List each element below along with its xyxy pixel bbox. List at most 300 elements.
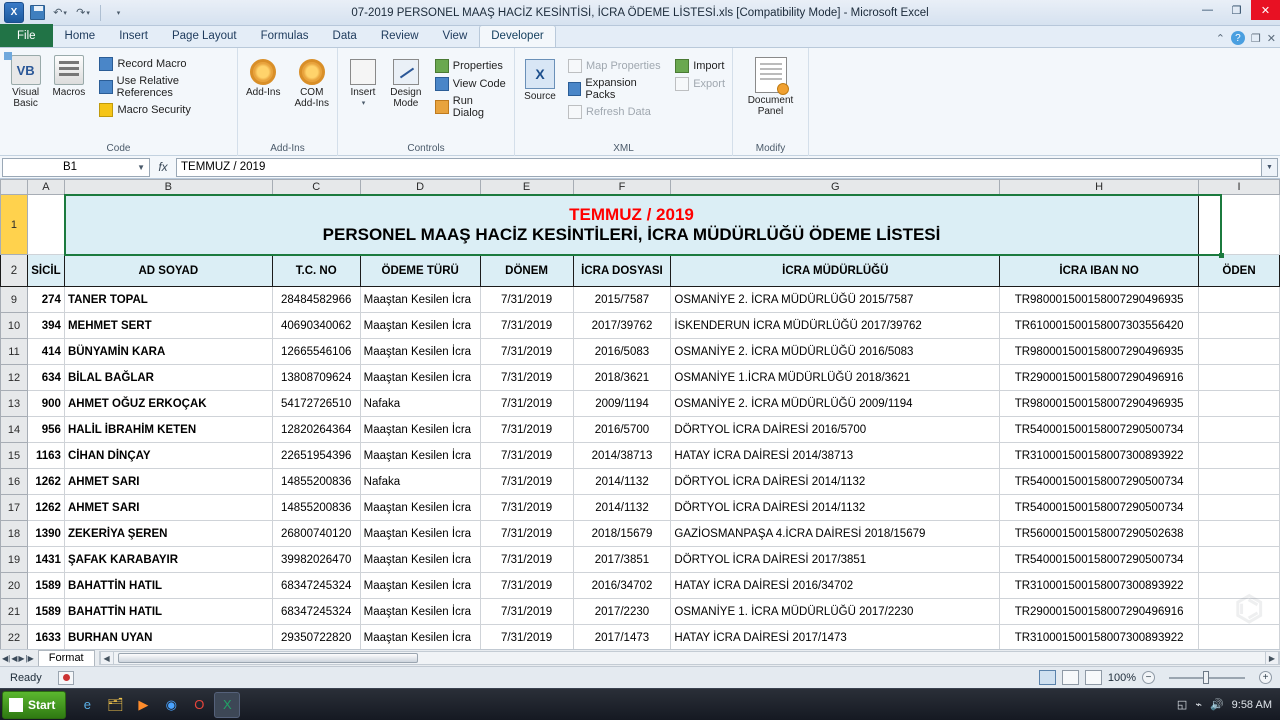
cell-iban[interactable]: TR310001500158007300893922 <box>1000 573 1199 599</box>
cell-odeme-turu[interactable]: Maaştan Kesilen İcra <box>360 287 480 313</box>
cell-tc-no[interactable]: 14855200836 <box>272 495 360 521</box>
save-button[interactable] <box>27 3 47 23</box>
chevron-down-icon: ▾ <box>116 9 121 17</box>
tab-review[interactable]: Review <box>380 30 419 42</box>
table-row[interactable] <box>1 599 1280 625</box>
window-title: 07-2019 PERSONEL MAAŞ HACİZ KESİNTİSİ, İCRA ÖDEME LİSTESİ.xls [Compatibility Mode] - Microsoft Excel <box>351 6 929 19</box>
cell-iban[interactable]: TR980001500158007290496935 <box>1000 339 1199 365</box>
cell-sicil[interactable]: 1262 <box>27 495 64 521</box>
system-tray <box>1177 698 1280 711</box>
cell-icra-dosyasi[interactable]: 2015/7587 <box>573 287 671 313</box>
table-row[interactable] <box>1 443 1280 469</box>
map-properties-button[interactable] <box>565 57 668 75</box>
xml-source-icon: X <box>525 59 555 89</box>
column-header-F[interactable]: F <box>573 180 671 195</box>
page-break-preview-icon[interactable] <box>1085 670 1102 685</box>
cell-odeme-turu[interactable]: Nafaka <box>360 391 480 417</box>
record-macro-label: Record Macro <box>117 58 187 70</box>
customize-qat-button[interactable] <box>108 3 128 23</box>
maximize-button[interactable]: ❐ <box>1231 4 1242 17</box>
cell-odenen[interactable] <box>1199 573 1280 599</box>
row-header[interactable]: 15 <box>1 443 28 469</box>
column-header-row <box>1 180 1280 195</box>
run-dialog-button[interactable] <box>432 93 510 121</box>
spreadsheet-grid[interactable] <box>0 179 1280 649</box>
cell-iban[interactable]: TR290001500158007290496916 <box>1000 365 1199 391</box>
sheet-nav-buttons <box>0 654 36 663</box>
expansion-packs-button[interactable] <box>565 75 668 103</box>
cell-ad-soyad[interactable]: AHMET SARI <box>64 469 272 495</box>
table-row[interactable] <box>1 521 1280 547</box>
add-ins-button[interactable] <box>242 57 285 100</box>
row-header[interactable]: 20 <box>1 573 28 599</box>
name-box-value: B1 <box>63 161 78 173</box>
name-box-dropdown-icon[interactable]: ▼ <box>137 162 145 172</box>
redo-dropdown-icon[interactable]: ▾ <box>86 9 90 17</box>
start-button[interactable] <box>2 691 66 719</box>
table-row[interactable] <box>1 339 1280 365</box>
expand-formula-bar-button[interactable]: ▼ <box>1262 158 1278 177</box>
close-window-icon[interactable]: ✕ <box>1266 32 1276 45</box>
ribbon <box>0 48 1280 156</box>
export-button[interactable] <box>672 75 728 93</box>
cell-odenen[interactable] <box>1199 521 1280 547</box>
table-row[interactable] <box>1 547 1280 573</box>
select-all-button[interactable] <box>1 180 28 195</box>
com-add-ins-icon <box>299 59 325 85</box>
cell-odeme-turu[interactable]: Maaştan Kesilen İcra <box>360 547 480 573</box>
cell-donem[interactable]: 7/31/2019 <box>480 469 573 495</box>
cell-ad-soyad[interactable]: BURHAN UYAN <box>64 625 272 650</box>
internet-explorer-icon[interactable]: e <box>83 697 91 712</box>
cell-icra-dosyasi[interactable]: 2016/5083 <box>573 339 671 365</box>
zoom-in-button[interactable]: + <box>1259 671 1272 684</box>
row-header[interactable]: 21 <box>1 599 28 625</box>
undo-button[interactable] <box>50 3 70 23</box>
cell-odeme-turu[interactable]: Maaştan Kesilen İcra <box>360 521 480 547</box>
table-row[interactable] <box>1 573 1280 599</box>
cell-donem[interactable]: 7/31/2019 <box>480 365 573 391</box>
cell-tc-no[interactable]: 12820264364 <box>272 417 360 443</box>
zoom-thumb[interactable] <box>1203 671 1209 684</box>
cell-ad-soyad[interactable]: AHMET OĞUZ ERKOÇAK <box>64 391 272 417</box>
tab-file[interactable]: File <box>0 24 53 47</box>
cell-icra-dosyasi[interactable]: 2017/39762 <box>573 313 671 339</box>
cell-icra-mudurlugu[interactable]: DÖRTYOL İCRA DAİRESİ 2016/5700 <box>671 417 1000 443</box>
cell-tc-no[interactable]: 40690340062 <box>272 313 360 339</box>
cell-odeme-turu[interactable]: Nafaka <box>360 469 480 495</box>
zoom-level-label[interactable]: 100% <box>1107 671 1136 684</box>
cell-donem[interactable]: 7/31/2019 <box>480 339 573 365</box>
row-header-1[interactable]: 1 <box>1 195 28 255</box>
com-add-ins-label: COM Add-Ins <box>294 87 329 109</box>
cell-A1[interactable] <box>27 195 64 255</box>
cell-odenen[interactable] <box>1199 469 1280 495</box>
cell-ad-soyad[interactable]: ŞAFAK KARABAYIR <box>64 547 272 573</box>
row-header-2[interactable]: 2 <box>1 255 28 287</box>
cell-donem[interactable]: 7/31/2019 <box>480 625 573 650</box>
cell-sicil[interactable]: 1163 <box>27 443 64 469</box>
cell-iban[interactable]: TR540001500158007290500734 <box>1000 417 1199 443</box>
refresh-data-button[interactable] <box>565 103 668 121</box>
properties-button[interactable] <box>432 57 510 75</box>
cell-sicil[interactable]: 1589 <box>27 599 64 625</box>
cell-odeme-turu[interactable]: Maaştan Kesilen İcra <box>360 339 480 365</box>
cell-odeme-turu[interactable]: Maaştan Kesilen İcra <box>360 495 480 521</box>
cell-odeme-turu[interactable]: Maaştan Kesilen İcra <box>360 573 480 599</box>
header-icra-iban-no[interactable]: İCRA IBAN NO <box>1000 255 1199 287</box>
column-header-E[interactable]: E <box>480 180 573 195</box>
cell-icra-mudurlugu[interactable]: OSMANİYE 2. İCRA MÜDÜRLÜĞÜ 2015/7587 <box>671 287 1000 313</box>
column-header-H[interactable]: H <box>1000 180 1199 195</box>
cell-icra-mudurlugu[interactable]: DÖRTYOL İCRA DAİRESİ 2017/3851 <box>671 547 1000 573</box>
cell-iban[interactable]: TR980001500158007290496935 <box>1000 391 1199 417</box>
cell-ad-soyad[interactable]: MEHMET SERT <box>64 313 272 339</box>
com-add-ins-button[interactable] <box>291 57 334 111</box>
use-relative-references-label: Use Relative References <box>116 75 179 99</box>
expansion-packs-icon <box>568 82 581 96</box>
table-row[interactable] <box>1 625 1280 650</box>
excel-logo-icon: X <box>4 2 24 23</box>
zoom-out-button[interactable]: − <box>1142 671 1155 684</box>
cell-sicil[interactable]: 1589 <box>27 573 64 599</box>
cell-ad-soyad[interactable]: CİHAN DİNÇAY <box>64 443 272 469</box>
cell-donem[interactable]: 7/31/2019 <box>480 547 573 573</box>
cell-sicil[interactable]: 1262 <box>27 469 64 495</box>
cell-icra-dosyasi[interactable]: 2009/1194 <box>573 391 671 417</box>
insert-control-button[interactable] <box>342 57 384 111</box>
row-header[interactable]: 19 <box>1 547 28 573</box>
visual-basic-label: Visual Basic <box>12 87 40 109</box>
cell-odeme-turu[interactable]: Maaştan Kesilen İcra <box>360 365 480 391</box>
properties-label: Properties <box>452 60 503 72</box>
undo-dropdown-icon[interactable]: ▾ <box>63 9 67 17</box>
cell-iban[interactable]: TR540001500158007290500734 <box>1000 495 1199 521</box>
view-code-label: View Code <box>452 78 506 90</box>
office-orb-button[interactable] <box>4 3 24 23</box>
cell-sicil[interactable]: 634 <box>27 365 64 391</box>
cell-odenen[interactable] <box>1199 287 1280 313</box>
status-text: Ready <box>10 671 42 684</box>
macros-label: Macros <box>52 87 86 98</box>
cell-icra-mudurlugu[interactable]: OSMANİYE 2. İCRA MÜDÜRLÜĞÜ 2016/5083 <box>671 339 1000 365</box>
table-row[interactable] <box>1 469 1280 495</box>
window-controls <box>1193 0 1280 20</box>
tab-page-layout[interactable]: Page Layout <box>171 30 237 42</box>
macro-security-button[interactable] <box>96 101 233 119</box>
restore-window-icon[interactable]: ❐ <box>1250 32 1261 45</box>
tab-insert[interactable]: Insert <box>119 30 148 42</box>
cell-icra-mudurlugu[interactable]: İSKENDERUN İCRA MÜDÜRLÜĞÜ 2017/39762 <box>671 313 1000 339</box>
cell-odeme-turu[interactable]: Maaştan Kesilen İcra <box>360 313 480 339</box>
last-sheet-icon[interactable]: |▶ <box>25 653 34 663</box>
cell-iban[interactable]: TR290001500158007290496916 <box>1000 599 1199 625</box>
column-header-G[interactable]: G <box>671 180 1000 195</box>
document-panel-icon <box>755 57 787 93</box>
visual-basic-button[interactable] <box>4 53 47 111</box>
cell-ad-soyad[interactable]: BAHATTİN HATIL <box>64 599 272 625</box>
row-header[interactable]: 22 <box>1 625 28 650</box>
cell-odenen[interactable] <box>1199 599 1280 625</box>
export-label: Export <box>693 78 725 90</box>
ribbon-group-xml <box>515 48 733 156</box>
cell-sicil[interactable]: 1633 <box>27 625 64 650</box>
cell-icra-mudurlugu[interactable]: DÖRTYOL İCRA DAİRESİ 2014/1132 <box>671 469 1000 495</box>
cell-donem[interactable]: 7/31/2019 <box>480 521 573 547</box>
cell-iban[interactable]: TR980001500158007290496935 <box>1000 287 1199 313</box>
network-icon[interactable]: ⌁ <box>1195 699 1202 711</box>
opera-icon[interactable]: O <box>194 697 205 712</box>
cell-icra-mudurlugu[interactable]: DÖRTYOL İCRA DAİRESİ 2014/1132 <box>671 495 1000 521</box>
cell-odenen[interactable] <box>1199 443 1280 469</box>
cell-icra-dosyasi[interactable]: 2016/34702 <box>573 573 671 599</box>
table-row[interactable] <box>1 391 1280 417</box>
watermark: ⌬ <box>1234 590 1266 628</box>
cell-icra-mudurlugu[interactable]: GAZİOSMANPAŞA 4.İCRA DAİRESİ 2018/15679 <box>671 521 1000 547</box>
title-bar <box>0 0 1280 26</box>
title-line-1: TEMMUZ / 2019 <box>569 204 694 224</box>
cell-iban[interactable]: TR540001500158007290500734 <box>1000 547 1199 573</box>
cell-odenen[interactable] <box>1199 547 1280 573</box>
cell-icra-dosyasi[interactable]: 2014/38713 <box>573 443 671 469</box>
tab-developer[interactable]: Developer <box>479 25 555 47</box>
cell-sicil[interactable]: 956 <box>27 417 64 443</box>
excel-icon[interactable]: X <box>214 692 240 718</box>
normal-view-icon[interactable] <box>1039 670 1056 685</box>
close-button[interactable]: ✕ <box>1251 0 1280 20</box>
page-layout-view-icon[interactable] <box>1062 670 1079 685</box>
cell-tc-no[interactable]: 54172726510 <box>272 391 360 417</box>
cell-ad-soyad[interactable]: BİLAL BAĞLAR <box>64 365 272 391</box>
quick-access-toolbar <box>0 3 128 23</box>
cell-icra-mudurlugu[interactable]: OSMANİYE 1. İCRA MÜDÜRLÜĞÜ 2017/2230 <box>671 599 1000 625</box>
cell-tc-no[interactable]: 13808709624 <box>272 365 360 391</box>
cell-odeme-turu[interactable]: Maaştan Kesilen İcra <box>360 417 480 443</box>
view-code-button[interactable] <box>432 75 510 93</box>
cell-iban[interactable]: TR310001500158007300893922 <box>1000 443 1199 469</box>
header-icra-mudurlugu[interactable]: İCRA MÜDÜRLÜĞÜ <box>671 255 1000 287</box>
formula-input[interactable]: TEMMUZ / 2019 <box>176 158 1262 177</box>
sheet-tab-format[interactable]: Format <box>38 650 95 666</box>
row-header[interactable]: 13 <box>1 391 28 417</box>
row-header[interactable]: 14 <box>1 417 28 443</box>
header-icra-dosyasi[interactable]: İCRA DOSYASI <box>573 255 671 287</box>
cell-tc-no[interactable]: 14855200836 <box>272 469 360 495</box>
cell-tc-no[interactable]: 12665546106 <box>272 339 360 365</box>
import-button[interactable] <box>672 57 728 75</box>
minimize-button[interactable]: — <box>1202 4 1213 16</box>
cell-icra-dosyasi[interactable]: 2017/3851 <box>573 547 671 573</box>
ribbon-group-controls <box>338 48 515 156</box>
header-odenen[interactable]: ÖDEN <box>1199 255 1280 287</box>
row-header[interactable]: 16 <box>1 469 28 495</box>
tab-formulas[interactable]: Formulas <box>260 30 309 42</box>
cell-odenen[interactable] <box>1199 339 1280 365</box>
table-row[interactable] <box>1 417 1280 443</box>
cell-sicil[interactable]: 1390 <box>27 521 64 547</box>
header-tc-no[interactable]: T.C. NO <box>272 255 360 287</box>
row-header[interactable]: 18 <box>1 521 28 547</box>
header-sicil[interactable]: SİCİL <box>27 255 64 287</box>
group-label-modify: Modify <box>755 143 786 154</box>
record-macro-button[interactable] <box>96 55 233 73</box>
cell-icra-dosyasi[interactable]: 2016/5700 <box>573 417 671 443</box>
cell-icra-mudurlugu[interactable]: OSMANİYE 2. İCRA MÜDÜRLÜĞÜ 2009/1194 <box>671 391 1000 417</box>
horizontal-scroll-thumb[interactable] <box>118 653 418 663</box>
cell-icra-mudurlugu[interactable]: OSMANİYE 1.İCRA MÜDÜRLÜĞÜ 2018/3621 <box>671 365 1000 391</box>
cell-donem[interactable]: 7/31/2019 <box>480 495 573 521</box>
cell-odenen[interactable] <box>1199 365 1280 391</box>
redo-icon: ↷ <box>76 7 86 19</box>
cell-icra-mudurlugu[interactable]: HATAY İCRA DAİRESİ 2017/1473 <box>671 625 1000 650</box>
cell-donem[interactable]: 7/31/2019 <box>480 599 573 625</box>
cell-odeme-turu[interactable]: Maaştan Kesilen İcra <box>360 625 480 650</box>
cell-sicil[interactable]: 1431 <box>27 547 64 573</box>
sheet-title-cell[interactable] <box>64 195 1198 255</box>
table-row[interactable] <box>1 495 1280 521</box>
cell-icra-dosyasi[interactable]: 2014/1132 <box>573 495 671 521</box>
cell-donem[interactable]: 7/31/2019 <box>480 287 573 313</box>
horizontal-scrollbar[interactable] <box>99 651 1280 665</box>
next-sheet-icon[interactable]: ▶ <box>18 653 25 663</box>
cell-iban[interactable]: TR610001500158007303556420 <box>1000 313 1199 339</box>
undo-icon: ↶ <box>53 7 63 19</box>
cell-ad-soyad[interactable]: AHMET SARI <box>64 495 272 521</box>
scroll-right-icon[interactable]: ▶ <box>1265 651 1279 665</box>
properties-icon <box>435 59 449 73</box>
cell-odenen[interactable] <box>1199 625 1280 650</box>
column-header-D[interactable]: D <box>360 180 480 195</box>
record-macro-icon <box>99 57 113 71</box>
ribbon-group-code <box>0 48 238 156</box>
macros-icon <box>54 55 84 85</box>
column-header-B[interactable]: B <box>64 180 272 195</box>
record-macro-status-icon[interactable] <box>58 671 74 685</box>
column-header-A[interactable]: A <box>27 180 64 195</box>
first-sheet-icon[interactable]: ◀| <box>2 653 11 663</box>
volume-icon[interactable]: 🔊 <box>1209 699 1224 711</box>
chrome-icon[interactable]: ◉ <box>165 696 178 712</box>
xml-source-button[interactable] <box>519 57 561 104</box>
cell-sicil[interactable]: 414 <box>27 339 64 365</box>
row-header[interactable]: 10 <box>1 313 28 339</box>
taskbar <box>0 688 1280 720</box>
media-player-icon[interactable]: ▶ <box>138 696 149 712</box>
cell-tc-no[interactable]: 26800740120 <box>272 521 360 547</box>
cell-donem[interactable]: 7/31/2019 <box>480 573 573 599</box>
design-mode-button[interactable] <box>384 57 428 111</box>
row-header[interactable]: 9 <box>1 287 28 313</box>
cell-ad-soyad[interactable]: BAHATTİN HATIL <box>64 573 272 599</box>
use-relative-references-button[interactable] <box>96 73 233 101</box>
zoom-slider[interactable] <box>1161 671 1253 685</box>
cell-ad-soyad[interactable]: HALİL İBRAHİM KETEN <box>64 417 272 443</box>
minimize-ribbon-icon[interactable]: ⌃ <box>1215 32 1225 45</box>
cell-icra-dosyasi[interactable]: 2017/1473 <box>573 625 671 650</box>
header-ad-soyad[interactable]: AD SOYAD <box>64 255 272 287</box>
tab-data[interactable]: Data <box>332 30 357 42</box>
cell-ad-soyad[interactable]: TANER TOPAL <box>64 287 272 313</box>
cell-donem[interactable]: 7/31/2019 <box>480 313 573 339</box>
cell-donem[interactable]: 7/31/2019 <box>480 391 573 417</box>
cell-odenen[interactable] <box>1199 495 1280 521</box>
cell-icra-dosyasi[interactable]: 2018/15679 <box>573 521 671 547</box>
cell-iban[interactable]: TR560001500158007290502638 <box>1000 521 1199 547</box>
row-header[interactable]: 17 <box>1 495 28 521</box>
document-panel-button[interactable] <box>737 55 804 119</box>
cell-tc-no[interactable]: 28484582966 <box>272 287 360 313</box>
cell-tc-no[interactable]: 22651954396 <box>272 443 360 469</box>
macro-security-label: Macro Security <box>117 104 191 116</box>
cell-odenen[interactable] <box>1199 417 1280 443</box>
map-properties-icon <box>568 59 582 73</box>
cell-ad-soyad[interactable]: BÜNYAMİN KARA <box>64 339 272 365</box>
ribbon-group-modify <box>733 48 809 156</box>
show-desktop-icon[interactable]: ◱ <box>1176 699 1188 711</box>
status-bar <box>0 666 1280 688</box>
cell-tc-no[interactable]: 68347245324 <box>272 599 360 625</box>
cell-iban[interactable]: TR310001500158007300893922 <box>1000 625 1199 650</box>
cell-icra-dosyasi[interactable]: 2018/3621 <box>573 365 671 391</box>
insert-control-dropdown-icon[interactable]: ▾ <box>361 100 366 107</box>
cell-iban[interactable]: TR540001500158007290500734 <box>1000 469 1199 495</box>
file-explorer-icon[interactable]: 🗂 <box>107 696 124 712</box>
column-header-C[interactable]: C <box>272 180 360 195</box>
cell-icra-dosyasi[interactable]: 2014/1132 <box>573 469 671 495</box>
cell-I1[interactable] <box>1199 195 1280 255</box>
cell-icra-dosyasi[interactable]: 2017/2230 <box>573 599 671 625</box>
add-ins-icon <box>250 59 276 85</box>
group-label-controls: Controls <box>407 143 445 154</box>
header-odeme-turu[interactable]: ÖDEME TÜRÜ <box>360 255 480 287</box>
cell-odenen[interactable] <box>1199 313 1280 339</box>
row-header[interactable]: 11 <box>1 339 28 365</box>
cell-donem[interactable]: 7/31/2019 <box>480 417 573 443</box>
tab-home[interactable]: Home <box>64 30 96 42</box>
group-label-add-ins: Add-Ins <box>270 143 305 154</box>
cell-odeme-turu[interactable]: Maaştan Kesilen İcra <box>360 599 480 625</box>
table-row[interactable] <box>1 365 1280 391</box>
clock-time[interactable]: 9:58 AM <box>1231 698 1272 711</box>
cell-tc-no[interactable]: 68347245324 <box>272 573 360 599</box>
tab-view[interactable]: View <box>442 30 468 42</box>
name-box[interactable] <box>2 158 150 177</box>
cell-icra-mudurlugu[interactable]: HATAY İCRA DAİRESİ 2016/34702 <box>671 573 1000 599</box>
cell-sicil[interactable]: 394 <box>27 313 64 339</box>
cell-donem[interactable]: 7/31/2019 <box>480 443 573 469</box>
macros-button[interactable] <box>47 53 90 100</box>
cell-icra-mudurlugu[interactable]: HATAY İCRA DAİRESİ 2014/38713 <box>671 443 1000 469</box>
redo-button[interactable] <box>73 3 93 23</box>
document-panel-label: Document Panel <box>747 95 794 117</box>
help-icon[interactable]: ? <box>1231 31 1245 45</box>
cell-sicil[interactable]: 900 <box>27 391 64 417</box>
insert-function-button[interactable]: fx <box>158 160 168 174</box>
column-header-I[interactable]: I <box>1199 180 1280 195</box>
cell-odenen[interactable] <box>1199 391 1280 417</box>
row-header[interactable]: 12 <box>1 365 28 391</box>
cell-sicil[interactable]: 274 <box>27 287 64 313</box>
prev-sheet-icon[interactable]: ◀ <box>11 653 18 663</box>
cell-odeme-turu[interactable]: Maaştan Kesilen İcra <box>360 443 480 469</box>
scroll-left-icon[interactable]: ◀ <box>100 651 114 665</box>
cell-tc-no[interactable]: 39982026470 <box>272 547 360 573</box>
table-row[interactable] <box>1 313 1280 339</box>
table-row[interactable] <box>1 287 1280 313</box>
cell-tc-no[interactable]: 29350722820 <box>272 625 360 650</box>
header-donem[interactable]: DÖNEM <box>480 255 573 287</box>
cell-ad-soyad[interactable]: ZEKERİYA ŞEREN <box>64 521 272 547</box>
